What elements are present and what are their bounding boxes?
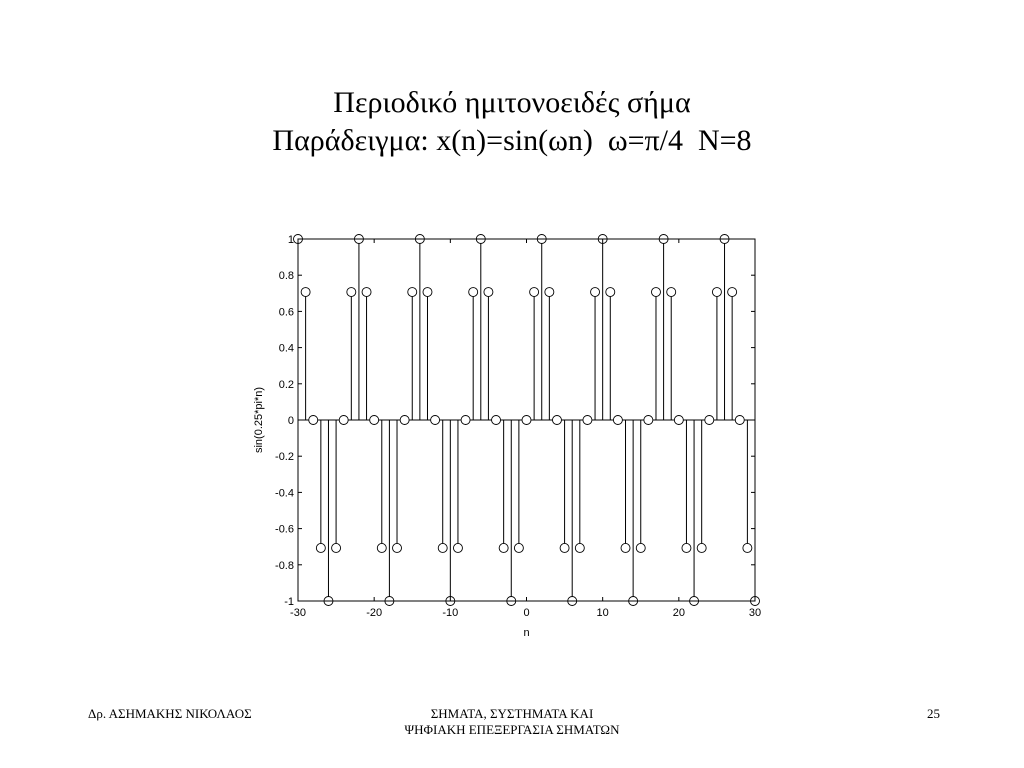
- stem-marker: [393, 543, 402, 552]
- slide-title-line-2: Παράδειγμα: x(n)=sin(ωn) ω=π/4 N=8: [272, 124, 752, 157]
- footer-course-line-2: ΨΗΦΙΑΚΗ ΕΠΕΞΕΡΓΑΣΙΑ ΣΗΜΑΤΩΝ: [404, 722, 620, 737]
- footer-course-line-1: ΣΗΜΑΤΑ, ΣΥΣΤΗΜΑΤΑ ΚΑΙ: [430, 706, 594, 721]
- stem-marker: [591, 288, 600, 297]
- stem-marker: [682, 543, 691, 552]
- stem-marker: [621, 543, 630, 552]
- stem-marker: [651, 288, 660, 297]
- stem-marker: [735, 416, 744, 425]
- stem-marker: [499, 543, 508, 552]
- x-tick-label: 30: [748, 607, 762, 619]
- x-tick-label: -30: [290, 607, 306, 619]
- x-axis-label: n: [523, 627, 530, 639]
- stem-marker: [575, 543, 584, 552]
- y-tick-label: 1: [287, 234, 294, 246]
- stem-marker: [583, 416, 592, 425]
- stem-marker: [530, 288, 539, 297]
- stem-marker: [697, 543, 706, 552]
- y-tick-label: -0.2: [275, 451, 294, 464]
- y-tick-label: -0.6: [275, 523, 294, 536]
- stem-marker: [613, 416, 622, 425]
- y-tick-label: -0.8: [275, 559, 294, 572]
- stem-marker: [728, 288, 737, 297]
- stem-marker: [606, 288, 615, 297]
- stem-marker: [545, 288, 554, 297]
- stem-marker: [560, 543, 569, 552]
- x-tick-label: 10: [596, 607, 609, 619]
- stem-marker: [309, 416, 318, 425]
- stem-marker: [316, 543, 325, 552]
- x-tick-label: 20: [672, 607, 685, 619]
- stem-marker: [743, 543, 752, 552]
- y-tick-label: 0: [287, 415, 294, 427]
- x-tick-label: -10: [442, 607, 459, 619]
- stem-marker: [514, 543, 523, 552]
- stem-marker: [423, 288, 432, 297]
- y-tick-label: 0.4: [278, 342, 294, 355]
- y-tick-label: 0.6: [278, 306, 294, 319]
- stem-marker: [674, 416, 683, 425]
- x-tick-label: -20: [366, 607, 383, 619]
- stem-marker: [705, 416, 714, 425]
- x-tick-label: 0: [523, 607, 530, 619]
- y-tick-label: 0.8: [278, 270, 294, 283]
- stem-marker: [362, 288, 371, 297]
- y-axis-label: sin(0.25*pi*n): [253, 386, 265, 454]
- stem-marker: [453, 543, 462, 552]
- stem-marker: [484, 288, 493, 297]
- stem-marker: [431, 416, 440, 425]
- stem-marker: [332, 543, 341, 552]
- y-tick-label: 0.2: [278, 378, 294, 391]
- stem-marker: [492, 416, 501, 425]
- stem-marker: [301, 288, 310, 297]
- stem-marker: [339, 416, 348, 425]
- footer-author: Δρ. ΑΣΗΜΑΚΗΣ ΝΙΚΟΛΑΟΣ: [88, 706, 252, 721]
- stem-marker: [438, 543, 447, 552]
- stem-marker: [377, 543, 386, 552]
- stem-marker: [469, 288, 478, 297]
- stem-marker: [370, 416, 379, 425]
- stem-marker: [347, 288, 356, 297]
- stem-marker: [667, 288, 676, 297]
- page-number: 25: [927, 706, 940, 721]
- y-tick-label: -1: [284, 596, 294, 608]
- stem-marker: [712, 288, 721, 297]
- stem-marker: [522, 416, 531, 425]
- stem-marker: [461, 416, 470, 425]
- slide-title-line-1: Περιοδικό ημιτονοειδές σήμα: [333, 86, 691, 119]
- stem-marker: [552, 416, 561, 425]
- stem-marker: [644, 416, 653, 425]
- stem-marker: [408, 288, 417, 297]
- y-tick-label: -0.4: [275, 487, 294, 500]
- stem-marker: [636, 543, 645, 552]
- stem-marker: [400, 416, 409, 425]
- footer-course-title: [312, 706, 712, 738]
